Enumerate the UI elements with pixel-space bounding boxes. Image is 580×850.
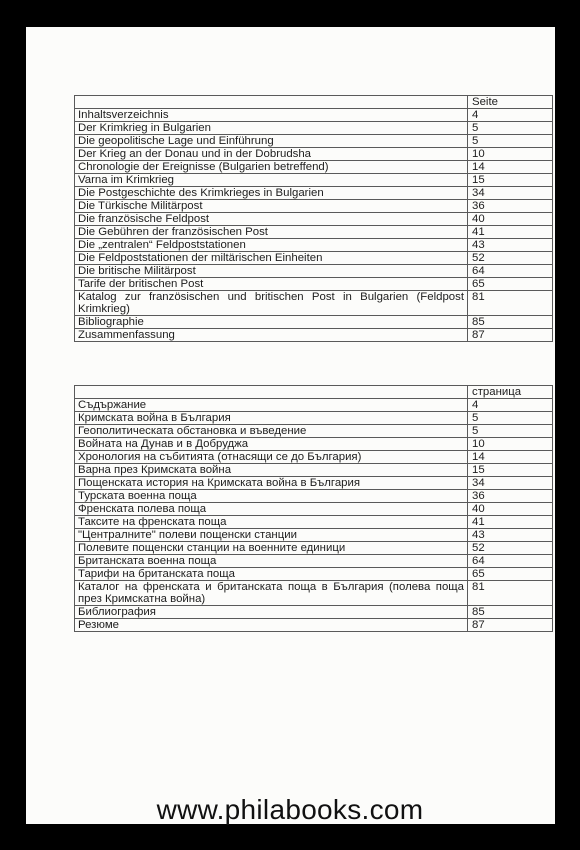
toc-row xyxy=(75,503,553,516)
toc-entry-title: Тарифи на британската поща xyxy=(75,568,468,581)
toc-header-blank xyxy=(75,386,468,399)
toc-row xyxy=(75,490,553,503)
toc-entry-title: Varna im Krimkrieg xyxy=(75,174,468,187)
document-page xyxy=(26,27,555,824)
toc-entry-page: 43 xyxy=(468,529,553,542)
toc-row xyxy=(75,425,553,438)
toc-entry-title: Die Gebühren der französischen Post xyxy=(75,226,468,239)
toc-entry-title: Die „zentralen“ Feldpoststationen xyxy=(75,239,468,252)
toc-entry-page: 14 xyxy=(468,161,553,174)
toc-entry-page: 15 xyxy=(468,174,553,187)
toc-entry-page: 41 xyxy=(468,226,553,239)
toc-row xyxy=(75,438,553,451)
toc-row xyxy=(75,451,553,464)
toc-entry-title: Tarife der britischen Post xyxy=(75,278,468,291)
toc-row xyxy=(75,278,553,291)
toc-entry-title: "Централните" полеви пощенски станции xyxy=(75,529,468,542)
toc-entry-title: Inhaltsverzeichnis xyxy=(75,109,468,122)
toc-row xyxy=(75,213,553,226)
toc-entry-page: 36 xyxy=(468,490,553,503)
toc-entry-page: 5 xyxy=(468,412,553,425)
toc-entry-page: 65 xyxy=(468,568,553,581)
toc-entry-page: 85 xyxy=(468,606,553,619)
toc-entry-title: Войната на Дунав и в Добруджа xyxy=(75,438,468,451)
toc-entry-page: 10 xyxy=(468,148,553,161)
toc-entry-page: 34 xyxy=(468,187,553,200)
toc-row xyxy=(75,542,553,555)
toc-entry-title: Die Türkische Militärpost xyxy=(75,200,468,213)
toc-entry-page: 5 xyxy=(468,122,553,135)
toc-entry-title: Геополитическата обстановка и въведение xyxy=(75,425,468,438)
toc-entry-page: 52 xyxy=(468,542,553,555)
toc-entry-page: 43 xyxy=(468,239,553,252)
toc-row xyxy=(75,122,553,135)
toc-header-blank xyxy=(75,96,468,109)
toc-entry-page: 34 xyxy=(468,477,553,490)
toc-entry-title: Библиография xyxy=(75,606,468,619)
toc-body-german xyxy=(75,96,553,342)
toc-entry-title: Таксите на френската поща xyxy=(75,516,468,529)
toc-table-bulgarian xyxy=(74,385,553,632)
toc-header-row xyxy=(75,386,553,399)
toc-entry-title: Турската военна поща xyxy=(75,490,468,503)
toc-entry-page: 85 xyxy=(468,316,553,329)
toc-row xyxy=(75,568,553,581)
toc-entry-title: Варна през Кримската война xyxy=(75,464,468,477)
toc-page-header: страница xyxy=(468,386,553,399)
toc-row xyxy=(75,148,553,161)
toc-row xyxy=(75,516,553,529)
toc-row xyxy=(75,399,553,412)
toc-entry-page: 65 xyxy=(468,278,553,291)
toc-entry-title: Katalog zur französischen und britischen Post in Bulgarien (Feldpost Krimkrieg) xyxy=(75,291,468,316)
toc-row xyxy=(75,174,553,187)
toc-row xyxy=(75,619,553,632)
toc-entry-title: Die Feldpoststationen der miltärischen Einheiten xyxy=(75,252,468,265)
toc-entry-title: Die Postgeschichte des Krimkrieges in Bulgarien xyxy=(75,187,468,200)
toc-row xyxy=(75,412,553,425)
toc-entry-page: 41 xyxy=(468,516,553,529)
footer-url[interactable]: www.philabooks.com xyxy=(156,794,424,825)
toc-entry-title: Die britische Militärpost xyxy=(75,265,468,278)
toc-entry-page: 10 xyxy=(468,438,553,451)
toc-row xyxy=(75,226,553,239)
toc-row xyxy=(75,464,553,477)
toc-entry-title: Хронология на събитията (отнасящи се до България) xyxy=(75,451,468,464)
toc-entry-title: Пощенската история на Кримската война в България xyxy=(75,477,468,490)
toc-entry-page: 5 xyxy=(468,135,553,148)
toc-entry-title: Френската полева поща xyxy=(75,503,468,516)
toc-row xyxy=(75,200,553,213)
toc-row xyxy=(75,329,553,342)
toc-body-bulgarian xyxy=(75,386,553,632)
toc-row xyxy=(75,252,553,265)
toc-entry-page: 64 xyxy=(468,555,553,568)
toc-entry-title: Der Krieg an der Donau und in der Dobrudsha xyxy=(75,148,468,161)
toc-header-row xyxy=(75,96,553,109)
toc-entry-page: 36 xyxy=(468,200,553,213)
toc-entry-page: 4 xyxy=(468,109,553,122)
toc-entry-title: Chronologie der Ereignisse (Bulgarien betreffend) xyxy=(75,161,468,174)
toc-row xyxy=(75,291,553,316)
toc-row xyxy=(75,135,553,148)
toc-entry-page: 52 xyxy=(468,252,553,265)
toc-entry-page: 81 xyxy=(468,291,553,316)
toc-row xyxy=(75,109,553,122)
toc-row xyxy=(75,316,553,329)
toc-entry-title: Резюме xyxy=(75,619,468,632)
toc-page-header: Seite xyxy=(468,96,553,109)
toc-entry-title: Каталог на френската и британската поща в България (полева поща през Кримскатна война) xyxy=(75,581,468,606)
toc-entry-page: 14 xyxy=(468,451,553,464)
toc-entry-title: Der Krimkrieg in Bulgarien xyxy=(75,122,468,135)
toc-entry-title: Bibliographie xyxy=(75,316,468,329)
toc-entry-title: Zusammenfassung xyxy=(75,329,468,342)
toc-table-german xyxy=(74,95,553,342)
toc-entry-page: 64 xyxy=(468,265,553,278)
toc-row xyxy=(75,265,553,278)
toc-entry-title: Die geopolitische Lage und Einführung xyxy=(75,135,468,148)
toc-entry-page: 15 xyxy=(468,464,553,477)
toc-row xyxy=(75,529,553,542)
toc-entry-title: Полевите пощенски станции на военните единици xyxy=(75,542,468,555)
toc-row xyxy=(75,555,553,568)
toc-entry-page: 87 xyxy=(468,619,553,632)
toc-entry-title: Съдържание xyxy=(75,399,468,412)
toc-row xyxy=(75,581,553,606)
toc-entry-page: 87 xyxy=(468,329,553,342)
toc-entry-title: Британската военна поща xyxy=(75,555,468,568)
toc-entry-page: 5 xyxy=(468,425,553,438)
toc-row xyxy=(75,239,553,252)
toc-entry-page: 4 xyxy=(468,399,553,412)
toc-row xyxy=(75,187,553,200)
toc-row xyxy=(75,477,553,490)
toc-entry-title: Кримската война в България xyxy=(75,412,468,425)
toc-entry-page: 81 xyxy=(468,581,553,606)
toc-entry-title: Die französische Feldpost xyxy=(75,213,468,226)
toc-entry-page: 40 xyxy=(468,213,553,226)
toc-entry-page: 40 xyxy=(468,503,553,516)
toc-row xyxy=(75,161,553,174)
toc-row xyxy=(75,606,553,619)
